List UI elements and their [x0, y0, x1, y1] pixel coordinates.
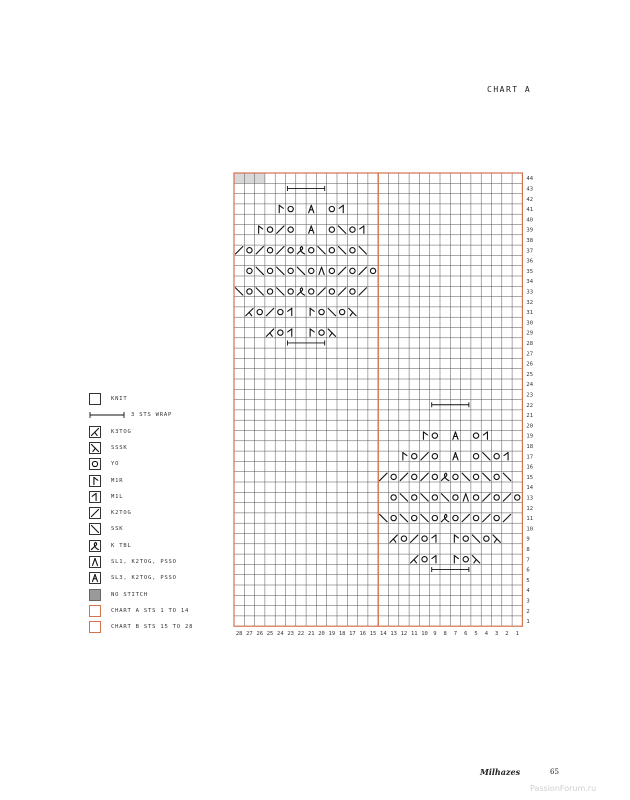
stitch-yo — [267, 248, 272, 253]
stitch-ssk — [483, 473, 490, 480]
stitch-yo — [319, 309, 324, 314]
col-label: 24 — [277, 631, 284, 638]
legend-label: K2TOG — [111, 510, 132, 517]
stitch-ssk — [503, 473, 510, 480]
stitch-yo — [309, 289, 314, 294]
m1r-icon — [89, 475, 101, 487]
stitch-k2tog — [411, 535, 418, 542]
stitch-yo — [473, 433, 478, 438]
stitch-k2tog — [400, 473, 407, 480]
stitch-yo — [288, 206, 293, 211]
col-label: 11 — [410, 631, 418, 638]
stitch-yo — [329, 289, 334, 294]
stitch-yo — [309, 248, 314, 253]
stitch-yo — [319, 330, 324, 335]
stitch-yo — [412, 474, 417, 479]
row-label: 22 — [526, 402, 534, 409]
col-label: 8 — [443, 631, 447, 638]
legend-label: M1L — [111, 493, 124, 500]
col-label: 17 — [349, 631, 356, 638]
m1l-icon — [89, 491, 101, 503]
stitch-yo — [453, 495, 458, 500]
stitch-sssk — [349, 308, 356, 315]
stitch-ssk — [318, 247, 325, 254]
stitch-yo — [329, 268, 334, 273]
col-label: 14 — [380, 631, 387, 638]
sl3k2togpsso-icon — [89, 572, 101, 584]
stitch-yo — [432, 474, 437, 479]
row-label: 12 — [526, 505, 534, 512]
row-label: 3 — [526, 598, 530, 605]
stitch-sssk — [493, 535, 500, 542]
row-label: 31 — [526, 310, 534, 317]
stitch-m1r — [259, 226, 263, 233]
row-label: 34 — [526, 279, 534, 286]
stitch-ssk — [277, 288, 284, 295]
stitch-sl1 — [463, 494, 468, 501]
stitch-k2tog — [380, 473, 387, 480]
stitch-yo — [278, 330, 283, 335]
col-label: 20 — [318, 631, 325, 638]
row-label: 18 — [526, 443, 534, 450]
stitch-yo — [463, 536, 468, 541]
stitch-ssk — [472, 535, 479, 542]
page-number: 65 — [550, 768, 559, 776]
stitch-k2tog — [462, 514, 469, 521]
stitch-k2tog — [421, 453, 428, 460]
stitch-yo — [267, 268, 272, 273]
stitch-k2tog — [503, 494, 510, 501]
row-label: 10 — [526, 526, 534, 533]
row-label: 37 — [526, 248, 534, 255]
col-label: 23 — [287, 631, 294, 638]
legend-item — [89, 539, 132, 553]
stitch-sl3 — [453, 453, 458, 460]
stitch-k2tog — [277, 247, 284, 254]
stitch-m1r — [454, 535, 458, 542]
stitch-ktbl — [441, 473, 448, 480]
col-label: 3 — [494, 631, 499, 638]
row-label: 44 — [526, 176, 534, 183]
col-label: 19 — [328, 631, 336, 638]
stitch-ssk — [277, 267, 284, 274]
legend-item — [89, 392, 127, 406]
stitch-yo — [463, 557, 468, 562]
stitch-ssk — [421, 494, 428, 501]
row-label: 6 — [526, 567, 530, 574]
col-label: 6 — [464, 631, 468, 638]
yo-icon — [89, 458, 101, 470]
legend-label: M1R — [111, 477, 124, 484]
chart-a-box-icon — [89, 605, 101, 617]
stitch-m1r — [403, 453, 407, 460]
row-label: 43 — [526, 186, 534, 193]
stitch-ssk — [328, 308, 335, 315]
stitch-k2tog — [421, 473, 428, 480]
col-label: 12 — [400, 631, 408, 638]
col-label: 9 — [433, 631, 437, 638]
row-label: 25 — [526, 371, 534, 378]
stitch-yo — [453, 515, 458, 520]
stitch-k2tog — [318, 288, 325, 295]
legend-label: SL1, K2TOG, PSSO — [111, 559, 177, 565]
row-label: 35 — [526, 268, 534, 275]
row-label: 8 — [526, 546, 530, 553]
stitch-k2tog — [338, 288, 345, 295]
row-label: 13 — [526, 495, 534, 502]
legend-label: 3 STS WRAP — [131, 412, 173, 419]
stitch-yo — [473, 454, 478, 459]
stitch-yo — [267, 289, 272, 294]
stitch-k2tog — [256, 247, 263, 254]
stitch-yo — [350, 248, 355, 253]
knit-icon — [89, 393, 101, 405]
stitch-yo — [391, 495, 396, 500]
stitch-yo — [329, 206, 334, 211]
legend-item — [89, 506, 132, 520]
footer-brand: Milhazes — [480, 767, 521, 777]
row-label: 16 — [526, 464, 534, 471]
legend-label: K3TOG — [111, 428, 132, 435]
legend-label: CHART B STS 15 TO 28 — [111, 624, 194, 631]
legend-label: SSSK — [111, 444, 128, 451]
stitch-yo — [267, 227, 272, 232]
legend-label: KNIT — [111, 396, 128, 402]
stitch-yo — [473, 474, 478, 479]
stitch-yo — [288, 268, 293, 273]
row-label: 32 — [526, 299, 534, 306]
stitch-yo — [515, 495, 520, 500]
legend-item — [89, 555, 177, 569]
stitch-yo — [432, 454, 437, 459]
col-label: 2 — [505, 631, 509, 638]
row-label: 2 — [526, 608, 530, 615]
legend-item — [89, 620, 193, 634]
col-label: 21 — [307, 631, 315, 638]
stitch-ssk — [256, 288, 263, 295]
col-label: 16 — [359, 631, 367, 638]
stitch-yo — [370, 268, 375, 273]
stitch-yo — [494, 515, 499, 520]
stitch-k3tog — [390, 535, 397, 542]
stitch-yo — [247, 248, 252, 253]
row-label: 7 — [526, 557, 530, 564]
stitch-yo — [288, 248, 293, 253]
stitch-yo — [288, 227, 293, 232]
row-label: 36 — [526, 258, 534, 265]
legend-item — [89, 588, 148, 602]
stitch-k2tog — [266, 308, 273, 315]
row-label: 23 — [526, 392, 534, 399]
stitch-sl1 — [319, 267, 324, 274]
stitch-yo — [350, 268, 355, 273]
stitch-m1l — [483, 432, 487, 439]
stitch-m1r — [423, 432, 427, 439]
stitch-yo — [494, 454, 499, 459]
row-label: 20 — [526, 423, 534, 430]
stitch-yo — [350, 289, 355, 294]
row-label: 4 — [526, 588, 530, 595]
stitch-sl3 — [309, 226, 314, 233]
stitch-yo — [309, 268, 314, 273]
row-label: 42 — [526, 196, 534, 203]
stitch-yo — [432, 515, 437, 520]
row-label: 38 — [526, 237, 534, 244]
stitch-k2tog — [359, 288, 366, 295]
col-label: 5 — [474, 631, 478, 638]
row-label: 17 — [526, 454, 534, 461]
stitch-yo — [247, 289, 252, 294]
no-stitch-cell — [234, 173, 244, 183]
stitch-yo — [257, 309, 262, 314]
stitch-m1r — [454, 556, 458, 563]
stitch-ssk — [359, 247, 366, 254]
stitch-yo — [432, 433, 437, 438]
row-label: 5 — [526, 577, 530, 584]
stitch-m1l — [339, 205, 343, 212]
stitch-ssk — [400, 514, 407, 521]
sl1k2togpsso-icon — [89, 556, 101, 568]
wrap-icon — [89, 409, 125, 421]
stitch-m1l — [360, 226, 364, 233]
stitch-ssk — [421, 514, 428, 521]
stitch-yo — [247, 268, 252, 273]
legend-item — [89, 457, 119, 471]
row-label: 40 — [526, 217, 534, 224]
row-label: 27 — [526, 351, 534, 358]
stitch-yo — [432, 495, 437, 500]
stitch-ktbl — [297, 288, 304, 295]
stitch-yo — [494, 495, 499, 500]
stitch-k2tog — [235, 247, 242, 254]
stitch-yo — [412, 454, 417, 459]
col-label: 7 — [453, 631, 458, 638]
stitch-yo — [494, 474, 499, 479]
sssk-icon — [89, 442, 101, 454]
stitch-m1l — [288, 308, 292, 315]
legend-label: SSK — [111, 526, 124, 533]
col-label: 28 — [235, 631, 243, 638]
legend-label: SL3, K2TOG, PSSO — [111, 575, 177, 582]
stitch-m1l — [288, 329, 292, 336]
stitch-k2tog — [483, 514, 490, 521]
stitch-yo — [412, 515, 417, 520]
stitch-ssk — [256, 267, 263, 274]
stitch-ktbl — [297, 247, 304, 254]
row-label: 14 — [526, 485, 534, 492]
watermark: PassionForum.ru — [530, 784, 597, 793]
stitch-k2tog — [338, 267, 345, 274]
stitch-sssk — [328, 329, 335, 336]
row-label: 21 — [526, 413, 534, 420]
stitch-yo — [412, 495, 417, 500]
col-label: 26 — [256, 631, 264, 638]
stitch-k2tog — [483, 494, 490, 501]
no-stitch-icon — [89, 589, 101, 601]
row-label: 9 — [526, 536, 530, 543]
no-stitch-cell — [255, 173, 265, 183]
row-label: 30 — [526, 320, 534, 327]
col-label: 1 — [515, 631, 519, 638]
legend-item — [89, 604, 189, 618]
legend-item — [89, 474, 123, 488]
col-label: 4 — [484, 631, 489, 638]
stitch-k2tog — [503, 514, 510, 521]
legend-label: K TBL — [111, 542, 132, 549]
row-label: 41 — [526, 207, 534, 214]
legend-item — [89, 522, 123, 536]
stitch-yo — [453, 474, 458, 479]
k3tog-icon — [89, 426, 101, 438]
k2tog-icon — [89, 507, 101, 519]
stitch-k3tog — [246, 308, 253, 315]
col-label: 27 — [246, 631, 253, 638]
row-label: 39 — [526, 227, 534, 234]
stitch-ssk — [338, 247, 345, 254]
stitch-yo — [484, 536, 489, 541]
stitch-yo — [401, 536, 406, 541]
stitch-ssk — [483, 453, 490, 460]
stitch-yo — [288, 289, 293, 294]
legend-item — [89, 408, 172, 422]
stitch-yo — [422, 557, 427, 562]
col-label: 13 — [390, 631, 397, 638]
stitch-sssk — [472, 556, 479, 563]
legend-item — [89, 571, 177, 585]
stitch-sl3 — [453, 432, 458, 439]
stitch-k3tog — [266, 329, 273, 336]
row-label: 29 — [526, 330, 534, 337]
stitch-yo — [329, 227, 334, 232]
stitch-ssk — [297, 267, 304, 274]
stitch-ssk — [380, 514, 387, 521]
stitch-yo — [350, 227, 355, 232]
stitch-m1l — [432, 535, 436, 542]
row-label: 15 — [526, 474, 534, 481]
row-label: 26 — [526, 361, 534, 368]
col-label: 15 — [369, 631, 377, 638]
stitch-yo — [473, 515, 478, 520]
stitch-ktbl — [441, 514, 448, 521]
stitch-m1l — [432, 556, 436, 563]
stitch-yo — [473, 495, 478, 500]
stitch-ssk — [441, 494, 448, 501]
ssk-icon — [89, 523, 101, 535]
col-label: 25 — [266, 631, 274, 638]
stitch-m1r — [310, 329, 314, 336]
stitch-ssk — [338, 226, 345, 233]
row-label: 1 — [526, 619, 530, 626]
stitch-ssk — [462, 473, 469, 480]
row-label: 11 — [526, 516, 534, 523]
stitch-yo — [422, 536, 427, 541]
row-label: 33 — [526, 289, 534, 296]
no-stitch-cell — [244, 173, 254, 183]
stitch-sl3 — [309, 205, 314, 212]
stitch-ssk — [235, 288, 242, 295]
chart-title: CHART A — [487, 85, 532, 94]
stitch-yo — [339, 309, 344, 314]
stitch-yo — [278, 309, 283, 314]
legend-item — [89, 441, 127, 455]
col-label: 10 — [421, 631, 428, 638]
stitch-k2tog — [359, 267, 366, 274]
legend-item — [89, 490, 123, 504]
row-label: 24 — [526, 382, 534, 389]
stitch-m1l — [504, 453, 508, 460]
legend-label: CHART A STS 1 TO 14 — [111, 607, 190, 614]
stitch-yo — [391, 515, 396, 520]
stitch-m1r — [310, 308, 314, 315]
stitch-m1r — [279, 205, 283, 212]
chart-b-box-icon — [89, 621, 101, 633]
legend-label: YO — [111, 461, 120, 468]
legend-label: NO STITCH — [111, 591, 149, 598]
stitch-yo — [391, 474, 396, 479]
stitch-ssk — [400, 494, 407, 501]
stitch-k3tog — [411, 556, 418, 563]
col-label: 22 — [297, 631, 305, 638]
ktbl-icon — [89, 540, 101, 552]
row-label: 19 — [526, 433, 534, 440]
stitch-k2tog — [277, 226, 284, 233]
col-label: 18 — [338, 631, 346, 638]
legend-item — [89, 425, 132, 439]
row-label: 28 — [526, 340, 534, 347]
stitch-yo — [329, 248, 334, 253]
